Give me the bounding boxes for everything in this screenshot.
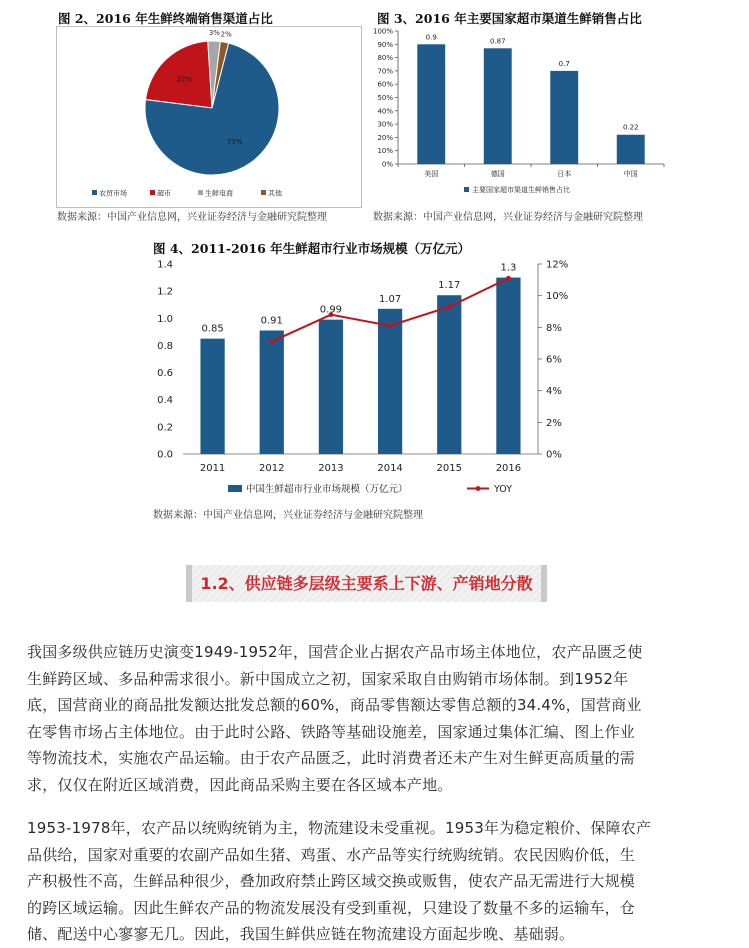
bar <box>617 135 645 164</box>
legend-label: 主要国家超市渠道生鲜销售占比 <box>472 186 570 194</box>
bar <box>260 331 284 455</box>
x-tick-label: 中国 <box>623 170 638 178</box>
y2-tick-label: 6% <box>546 354 562 366</box>
bar <box>378 309 402 454</box>
y2-tick-label: 0% <box>546 449 562 461</box>
figure4-title: 图 4、2011-2016 年生鲜超市行业市场规模（万亿元） <box>153 241 471 256</box>
x-tick-label: 2012 <box>259 463 285 474</box>
bar-value-label: 0.9 <box>425 33 437 42</box>
yoy-point <box>269 339 274 344</box>
f4-bars <box>200 278 520 454</box>
x-tick-label: 2011 <box>199 463 226 474</box>
bar-value-label: 0.22 <box>622 123 639 132</box>
y-tick-label: 0.2 <box>157 422 173 434</box>
bar-value-label: 1.17 <box>438 280 461 292</box>
source-left: 数据来源：中国产业信息网，兴业证券经济与金融研究院整理 <box>57 212 327 223</box>
bar <box>200 339 224 454</box>
x-tick-label: 日本 <box>557 170 572 178</box>
bar <box>437 295 461 454</box>
legend-swatch <box>198 190 203 195</box>
y2-tick-label: 10% <box>546 291 569 303</box>
legend-swatch <box>261 190 266 195</box>
y-tick-label: 20% <box>377 133 393 142</box>
f4-legend <box>228 483 512 495</box>
y-tick-label: 60% <box>377 80 393 89</box>
x-tick-label: 美国 <box>424 170 439 178</box>
y-tick-label: 1.0 <box>157 313 173 325</box>
legend-swatch <box>464 187 469 192</box>
pie-label: 2% <box>220 30 232 39</box>
yoy-point <box>506 276 511 281</box>
figure2-title: 图 2、2016 年生鲜终端销售渠道占比 <box>58 11 273 26</box>
y-tick-label: 40% <box>377 107 393 116</box>
yoy-point <box>388 323 393 328</box>
y2-tick-label: 8% <box>546 322 562 334</box>
x-tick-label: 2013 <box>318 463 344 474</box>
paragraph-line: 1953-1978年，农产品以统购统销为主，物流建设未受重视。1953年为稳定粮价、保障农产 <box>27 819 652 837</box>
y-tick-label: 70% <box>377 67 393 76</box>
paragraph-line: 底，国营商业的商品批发额达批发总额的60%，商品零售额达零售总额的34.4%，国营商业 <box>27 696 642 715</box>
legend-label: 超市 <box>157 189 171 198</box>
paragraph-line: 生鲜跨区域、多品种需求很小。新中国成立之初，国家采取自由购销市场体制。到1952年 <box>27 669 629 688</box>
y-tick-label: 10% <box>377 147 393 156</box>
y-tick-label: 80% <box>377 54 393 63</box>
paragraph-line: 储、配送中心寥寥无几。因此，我国生鲜供应链在物流建设方面起步晚、基础弱。 <box>27 925 575 944</box>
bar <box>496 278 520 454</box>
paragraph-line: 的跨区域运输。因此生鲜农产品的物流发展没有受到重视，只建设了数量不多的运输车，仓 <box>27 898 636 917</box>
legend-label: 农贸市场 <box>99 189 127 198</box>
paragraph-line: 在零售市场占主体地位。由于此时公路、铁路等基础设施差，国家通过集体汇编、图上作业 <box>27 722 636 741</box>
y-tick-label: 0.4 <box>157 395 173 407</box>
figure3-title: 图 3、2016 年主要国家超市渠道生鲜销售占比 <box>377 11 642 26</box>
figure2-pie-chart <box>56 26 362 208</box>
pie-label: 3% <box>208 29 220 38</box>
y-tick-label: 0.0 <box>157 449 173 461</box>
paragraph-1 <box>27 639 717 799</box>
bar-value-label: 0.7 <box>558 59 570 68</box>
pie-label: 22% <box>176 75 193 84</box>
legend-swatch-point <box>476 486 481 491</box>
paragraph-line: 我国多级供应链历史演变1949-1952年，国营企业占据农产品市场主体地位，农产品匮乏使 <box>27 643 643 661</box>
legend-swatch <box>150 190 155 195</box>
f4-axes <box>183 264 542 454</box>
y-tick-label: 30% <box>377 120 393 129</box>
legend-swatch <box>92 190 97 195</box>
section-heading: 1.2、供应链多层级主要系上下游、产销地分散 <box>186 565 547 602</box>
yoy-point <box>447 304 452 309</box>
y-tick-label: 90% <box>377 40 393 49</box>
paragraph-line: 产积极性不高，生鲜品种很少，叠加政府禁止跨区域交换或贩售，使农产品无需进行大规模 <box>27 872 636 891</box>
y-tick-label: 0.6 <box>157 368 173 380</box>
pie-label: 73% <box>226 138 243 147</box>
bar-value-label: 1.3 <box>500 262 517 274</box>
legend-swatch-bar <box>228 485 242 492</box>
figure3-bar-chart <box>366 26 684 208</box>
bar-value-label: 0.91 <box>260 315 283 327</box>
bar <box>484 48 512 164</box>
bar <box>417 44 445 164</box>
y2-tick-label: 2% <box>546 417 562 429</box>
x-tick-label: 2015 <box>436 463 462 474</box>
y-tick-label: 50% <box>377 94 393 102</box>
bar <box>550 71 578 164</box>
y-tick-label: 0.8 <box>157 340 173 352</box>
bar-value-label: 0.99 <box>319 304 343 316</box>
figure4-source: 数据来源：中国产业信息网，兴业证券经济与金融研究院整理 <box>153 510 423 521</box>
x-tick-label: 2016 <box>495 463 522 474</box>
y-tick-label: 0% <box>381 160 393 169</box>
paragraph-line: 求，仅仅在附近区域消费，因此商品采购主要在各区域本产地。 <box>27 775 453 794</box>
legend-label-line: YOY <box>494 484 513 495</box>
legend-label: 其他 <box>268 189 282 198</box>
x-tick-label: 2014 <box>377 463 403 474</box>
pie-slices <box>145 41 279 175</box>
f3-bars <box>417 44 644 164</box>
legend-label-bar: 中国生鲜超市行业市场规模（万亿元） <box>246 484 408 495</box>
y-tick-label: 100% <box>372 27 393 36</box>
paragraph-2 <box>27 815 717 948</box>
y2-tick-label: 12% <box>546 259 569 271</box>
y2-tick-label: 4% <box>546 386 562 398</box>
figure4-combo-chart <box>146 256 590 504</box>
paragraph-line: 品供给，国家对重要的农副产品如生猪、鸡蛋、水产品等实行统购统销。农民因购价低，生 <box>27 845 636 864</box>
x-tick-label: 德国 <box>490 170 505 178</box>
bar-value-label: 1.07 <box>378 293 402 305</box>
legend-label: 生鲜电商 <box>205 189 233 198</box>
y-tick-label: 1.2 <box>157 286 173 298</box>
bar <box>319 320 343 454</box>
bar-value-label: 0.87 <box>489 37 506 46</box>
paragraph-line: 等物流技术，实施农产品运输。由于农产品匮乏，此时消费者还未产生对生鲜更高质量的需 <box>27 749 636 768</box>
y-tick-label: 1.4 <box>157 259 173 271</box>
bar-value-label: 0.85 <box>201 323 224 335</box>
source-right: 数据来源：中国产业信息网，兴业证券经济与金融研究院整理 <box>373 212 643 223</box>
